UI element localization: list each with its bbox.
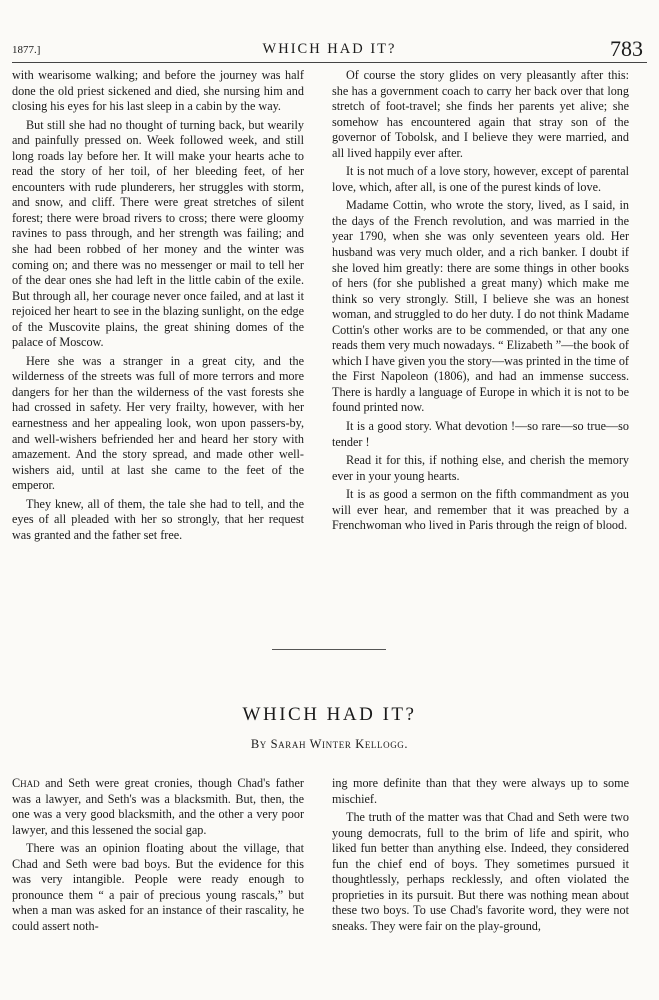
header-rule xyxy=(12,62,647,63)
paragraph: Read it for this, if nothing else, and cherish the memory ever in your young hearts. xyxy=(332,453,629,483)
dropcap-word: Chad xyxy=(12,776,40,790)
paragraph: There was an opinion floating about the village, that Chad and Seth were bad boys. But the evidence for this was very intangible. People were ready enough to pronounce them “ a pair of precious young rascals,” but when a man was asked for an instance of their rascality, he could assert noth- xyxy=(12,841,304,933)
paragraph: Madame Cottin, who wrote the story, lived, as I said, in the days of the French revolution, and was married in the year 1790, when she was only seventeen years old. Her husband was very much older, and a rich banker. I doubt if she loved him greatly: there are some things in other books of hers (for she published a great many) which make me think so very strongly. Still, I believe she was an honest woman, and struggled to do her duty. I do not think Madame Cottin's other works are to be commended, or that any one reads them very much nowadays. “ Elizabeth ”—the book of which I have given you the story—was printed in the time of the First Napoleon (1806), and had an immense success. There is hardly a language of Europe in which it is not to be found printed now. xyxy=(332,198,629,415)
column-right-bottom xyxy=(332,776,629,937)
opening-paragraph xyxy=(12,776,304,838)
paragraph: It is as good a sermon on the fifth commandment as you will ever hear, and remember that it was preached by a Frenchwoman who lived in Paris through the reign of blood. xyxy=(332,487,629,533)
column-left-top xyxy=(12,68,304,546)
paragraph: It is not much of a love story, however, except of parental love, which, after all, is one of the purest kinds of love. xyxy=(332,164,629,194)
page-number: 783 xyxy=(610,36,643,61)
running-header xyxy=(12,38,647,68)
paragraph: The truth of the matter was that Chad and Seth were two young democrats, full to the brim of life and spirit, who liked fun better than anything else. Indeed, they considered fun the chief end of boys. They sometimes pursued it thoughtlessly, perhaps recklessly, and often violated the proprieties in its pursuit. But there was nothing mean about these two boys. To use Chad's favorite word, they were not sneaks. They were fair on the play-ground, xyxy=(332,810,629,933)
column-left-bottom xyxy=(12,776,304,937)
paragraph: They knew, all of them, the tale she had to tell, and the eyes of all pleaded with her so strongly, that her request was granted and the father set free. xyxy=(12,496,304,542)
article-byline: By Sarah Winter Kellogg. xyxy=(250,737,409,751)
paragraph: Here she was a stranger in a great city, and the wilderness of the streets was full of more terrors and more dangers for her than the wilderness of the vast forests she had crossed in safety. Her very frailty, however, with her earnestness and her appealing look, won upon passers-by, and well-wishers befriended her and heard her story with amazement. And the story spread, and made other well-wishers aid, until at last she came to the feet of the emperor. xyxy=(12,353,304,493)
issue-date: 1877.] xyxy=(12,44,41,56)
paragraph: Of course the story glides on very pleasantly after this: she has a government coach to carry her back over that long stretch of foot-travel; she finds her parents yet alive; she somehow has encountered again that stray son of the governor of Tobolsk, and I believe they were married, and all lived happily ever after. xyxy=(332,68,629,160)
paragraph: ing more definite than that they were always up to some mischief. xyxy=(332,776,629,806)
paragraph: It is a good story. What devotion !—so rare—so true—so tender ! xyxy=(332,419,629,449)
article-title: WHICH HAD IT? xyxy=(242,704,417,725)
section-divider xyxy=(272,649,386,650)
column-right-top xyxy=(332,68,629,537)
paragraph: But still she had no thought of turning back, but wearily and painfully pressed on. Week followed week, and still long roads lay before her. It will make your hearts ache to read the story of her toil, of her bleeding feet, of her encounters with rude plunderers, her struggles with storm, and snow, and cliff. There were great stretches of silent forest; there were broad rivers to cross; there were gloomy ravines to pass through, and her strength was failing; and she had been robbed of her money and the winter was coming on; and there was no messenger or mail to tell her of the dear ones she had left in the little cabin of the exile. But through all, her courage never once failed, and at last it rejoiced her heart to see in the blazing sunlight, on the edge of the Muscovite plains, the great shining domes of the palace of Moscow. xyxy=(12,117,304,350)
running-title: WHICH HAD IT? xyxy=(262,41,397,57)
paragraph: with wearisome walking; and before the journey was half done the old priest sickened and died, she nursing him and closing his eyes for his last sleep in a cabin by the way. xyxy=(12,68,304,114)
opening-text: and Seth were great cronies, though Chad's father was a lawyer, and Seth's was a blacksmith. But, then, the one was a very good blacksmith, and the other a very poor lawyer, and this lessened the social gap. xyxy=(12,776,304,837)
